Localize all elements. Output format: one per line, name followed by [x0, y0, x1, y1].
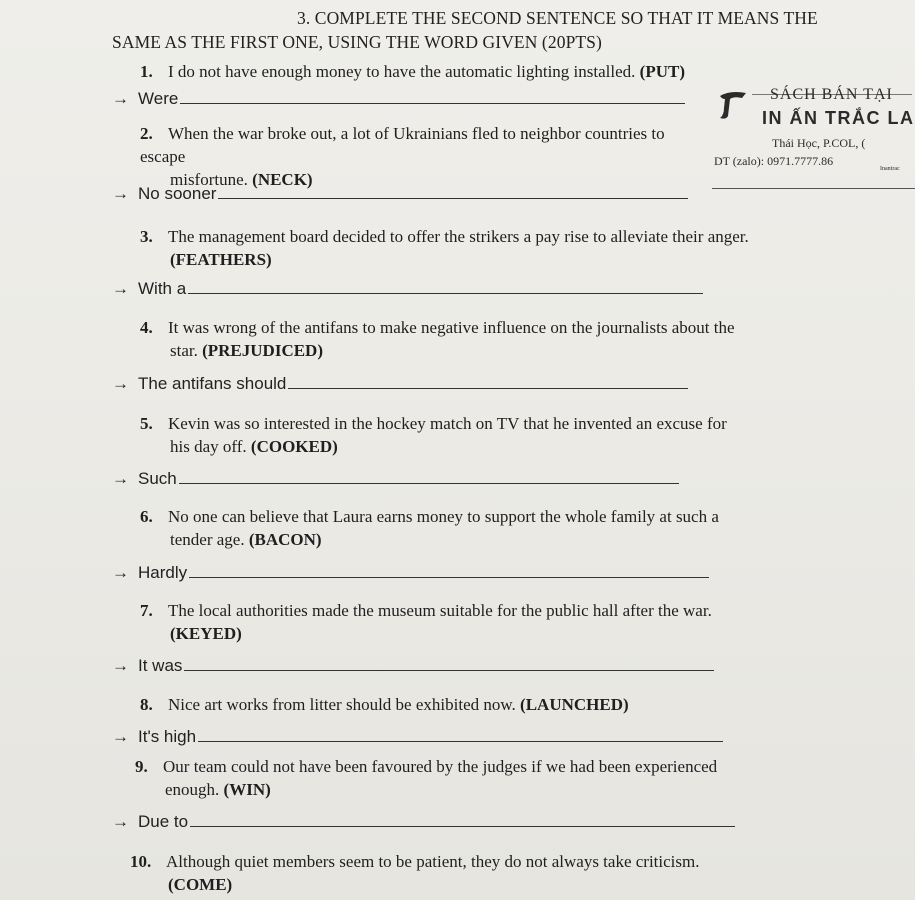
- question-text: The management board decided to offer the strikers a pay rise to alleviate their anger.: [168, 227, 749, 246]
- question-number: 8.: [140, 695, 153, 714]
- question-text: No one can believe that Laura earns money to support the whole family at such a: [168, 507, 719, 526]
- answer-line-8[interactable]: [112, 726, 723, 748]
- question-1: [140, 60, 830, 83]
- stamp-line-3: Thái Học, P.COL, (: [772, 136, 866, 150]
- question-text-cont: tender age.: [170, 530, 245, 549]
- key-word: (WIN): [223, 780, 271, 799]
- answer-line-3[interactable]: [112, 278, 703, 300]
- answer-line-6[interactable]: [112, 562, 709, 584]
- question-number: 3.: [140, 227, 153, 246]
- answer-blank[interactable]: [180, 89, 685, 104]
- answer-start: It's high: [138, 727, 197, 746]
- heading-line-1: 3. COMPLETE THE SECOND SENTENCE SO THAT IT MEANS THE: [297, 8, 818, 28]
- heading-line-2: SAME AS THE FIRST ONE, USING THE WORD GIVEN (20PTS): [112, 32, 602, 52]
- answer-blank[interactable]: [188, 279, 703, 294]
- question-7: [140, 599, 830, 645]
- answer-blank[interactable]: [189, 563, 709, 578]
- question-text: Although quiet members seem to be patient, they do not always take criticism.: [166, 852, 700, 871]
- answer-blank[interactable]: [218, 184, 688, 199]
- question-text-cont: his day off.: [170, 437, 247, 456]
- arrow-icon: →: [112, 184, 129, 203]
- question-number: 1.: [140, 62, 153, 81]
- answer-start: Were: [138, 89, 179, 108]
- answer-line-2[interactable]: [112, 183, 688, 205]
- question-text: I do not have enough money to have the automatic lighting installed.: [168, 62, 636, 81]
- key-word: (COME): [168, 875, 233, 894]
- arrow-icon: →: [112, 469, 129, 488]
- arrow-icon: →: [112, 656, 129, 675]
- question-number: 10.: [130, 852, 152, 871]
- question-text: The local authorities made the museum suitable for the public hall after the war.: [168, 601, 712, 620]
- answer-start: No sooner: [138, 184, 217, 203]
- key-word: (PREJUDICED): [202, 341, 323, 360]
- answer-start: The antifans should: [138, 374, 287, 393]
- stamp-line-1: SÁCH BÁN TẠI: [770, 86, 893, 103]
- question-2: [140, 122, 710, 191]
- question-text: Our team could not have been favoured by the judges if we had been experienced: [163, 757, 718, 776]
- answer-start: It was: [138, 656, 183, 675]
- key-word: (KEYED): [170, 624, 242, 643]
- question-text: Kevin was so interested in the hockey match on TV that he invented an excuse for: [168, 414, 727, 433]
- key-word: (NECK): [252, 170, 313, 189]
- stamp-phone: DT (zalo): 0971.7777.86: [714, 154, 834, 168]
- stamp-line-5: Inantrac: [880, 166, 900, 172]
- answer-blank[interactable]: [288, 374, 688, 389]
- answer-start: With a: [138, 279, 187, 298]
- answer-line-7[interactable]: [112, 655, 714, 677]
- question-10: [130, 850, 850, 896]
- answer-blank[interactable]: [184, 656, 714, 671]
- arrow-icon: →: [112, 812, 129, 831]
- section-heading: [112, 6, 912, 54]
- question-3: [140, 225, 830, 271]
- question-number: 6.: [140, 507, 153, 526]
- answer-blank[interactable]: [198, 727, 723, 742]
- question-number: 7.: [140, 601, 153, 620]
- question-text-cont: star.: [170, 341, 198, 360]
- answer-blank[interactable]: [190, 812, 735, 827]
- arrow-icon: →: [112, 727, 129, 746]
- question-text: When the war broke out, a lot of Ukrainians fled to neighbor countries to escape: [140, 124, 665, 166]
- question-4: [140, 316, 830, 362]
- question-8: [140, 693, 830, 716]
- key-word: (LAUNCHED): [520, 695, 629, 714]
- question-text: Nice art works from litter should be exhibited now.: [168, 695, 516, 714]
- question-number: 4.: [140, 318, 153, 337]
- question-6: [140, 505, 830, 551]
- answer-start: Due to: [138, 812, 189, 831]
- arrow-icon: →: [112, 89, 129, 108]
- question-9: [135, 755, 835, 801]
- answer-line-5[interactable]: [112, 468, 679, 490]
- question-text: It was wrong of the antifans to make negative influence on the journalists about the: [168, 318, 735, 337]
- answer-line-4[interactable]: [112, 373, 688, 395]
- shop-logo-icon: [716, 90, 750, 120]
- answer-blank[interactable]: [179, 469, 679, 484]
- answer-line-1[interactable]: [112, 88, 685, 110]
- question-number: 5.: [140, 414, 153, 433]
- answer-start: Such: [138, 469, 177, 488]
- question-5: [140, 412, 830, 458]
- shop-stamp: [712, 86, 915, 186]
- key-word: (BACON): [248, 530, 322, 549]
- question-number: 2.: [140, 124, 153, 143]
- question-number: 9.: [135, 757, 148, 776]
- stamp-rule: [712, 188, 915, 189]
- key-word: (COOKED): [250, 437, 338, 456]
- stamp-line-2: IN ẤN TRẮC LA: [762, 108, 915, 128]
- question-text-cont: enough.: [165, 780, 220, 799]
- arrow-icon: →: [112, 279, 129, 298]
- answer-start: Hardly: [138, 563, 188, 582]
- key-word: (FEATHERS): [170, 250, 272, 269]
- question-text-cont: misfortune.: [170, 170, 248, 189]
- arrow-icon: →: [112, 374, 129, 393]
- answer-line-9[interactable]: [112, 811, 735, 833]
- arrow-icon: →: [112, 563, 129, 582]
- key-word: (PUT): [639, 62, 685, 81]
